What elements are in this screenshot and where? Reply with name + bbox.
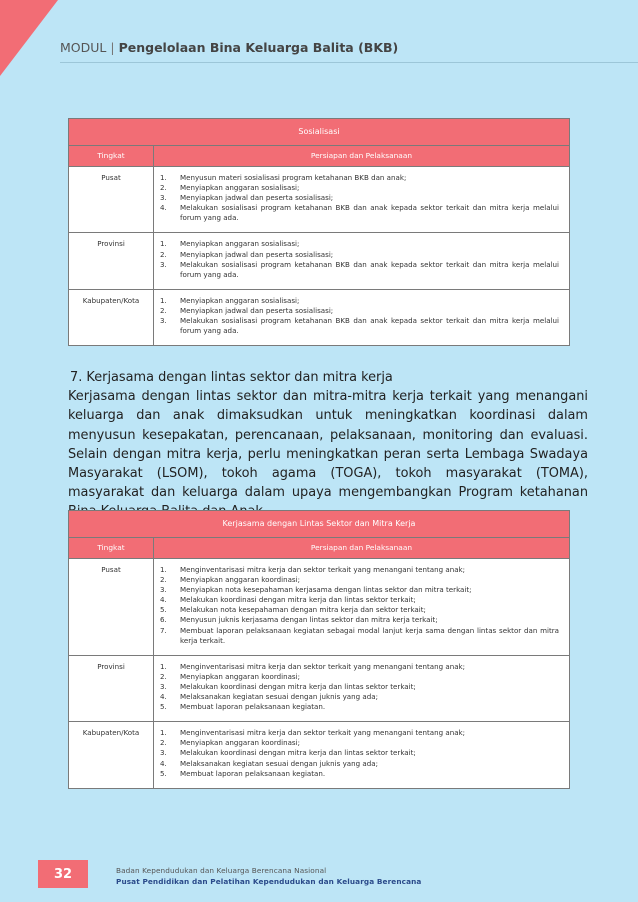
list-item	[154, 250, 559, 260]
row-level: Pusat	[69, 167, 154, 233]
item-number: 5.	[160, 605, 167, 615]
section-7	[68, 368, 588, 522]
item-number: 3.	[160, 681, 167, 691]
list-item	[154, 193, 559, 203]
table-row	[69, 559, 570, 656]
item-number: 5.	[160, 702, 167, 712]
item-number: 3.	[160, 748, 167, 758]
list-item	[154, 626, 559, 646]
corner-decoration	[0, 0, 58, 76]
column-header-prep: Persiapan dan Pelaksanaan	[154, 146, 570, 167]
item-text: Melakukan sosialisasi program ketahanan BKB dan anak kepada sektor terkait dan mitra kerja melalui forum yang ada.	[180, 203, 559, 223]
footer-institution: Badan Kependudukan dan Keluarga Berencana Nasional	[116, 866, 327, 875]
list-item	[154, 585, 559, 595]
item-text: Menyiapkan anggaran koordinasi;	[180, 738, 300, 748]
list-item	[154, 239, 559, 249]
table-row	[69, 167, 570, 233]
item-text: Menyiapkan nota kesepahaman kerjasama dengan lintas sektor dan mitra terkait;	[180, 585, 472, 595]
item-number: 2.	[160, 183, 167, 193]
item-text: Menyiapkan anggaran sosialisasi;	[180, 295, 300, 305]
table-row	[69, 655, 570, 721]
row-level: Provinsi	[69, 655, 154, 721]
item-text: Melakukan sosialisasi program ketahanan BKB dan anak kepada sektor terkait dan mitra kerja melalui forum yang ada.	[180, 259, 559, 279]
row-items	[154, 722, 570, 788]
row-items	[154, 167, 570, 233]
item-text: Membuat laporan pelaksanaan kegiatan.	[180, 702, 326, 712]
list-item	[154, 296, 559, 306]
item-text: Menyusun materi sosialisasi program ketahanan BKB dan anak;	[180, 173, 407, 182]
item-list	[154, 173, 559, 223]
list-item	[154, 595, 559, 605]
item-number: 2.	[160, 575, 167, 585]
item-number: 3.	[160, 585, 167, 595]
item-text: Menyiapkan anggaran sosialisasi;	[180, 239, 300, 249]
item-text: Melakukan koordinasi dengan mitra kerja dan lintas sektor terkait;	[180, 595, 416, 605]
column-header-level: Tingkat	[69, 538, 154, 559]
list-item	[154, 682, 559, 692]
column-header-level: Tingkat	[69, 146, 154, 167]
item-text: Menginventarisasi mitra kerja dan sektor terkait yang menangani tentang anak;	[180, 728, 466, 738]
item-number: 1.	[160, 565, 167, 574]
item-number: 4.	[160, 692, 167, 702]
list-item	[154, 173, 559, 183]
item-number: 3.	[160, 193, 167, 203]
item-number: 3.	[160, 316, 167, 326]
list-item	[154, 605, 559, 615]
item-list	[154, 296, 559, 336]
item-text: Menyiapkan anggaran sosialisasi;	[180, 183, 300, 193]
row-level: Kabupaten/Kota	[69, 722, 154, 788]
item-text: Membuat laporan pelaksanaan kegiatan sebagai modal lanjut kerja sama dengan lintas sektor dan mitra kerja terkait.	[180, 625, 559, 645]
table-title: Sosialisasi	[69, 119, 570, 146]
item-text: Menyiapkan anggaran koordinasi;	[180, 575, 300, 585]
item-number: 7.	[160, 625, 167, 635]
item-number: 6.	[160, 615, 167, 625]
item-text: Menyiapkan jadwal dan peserta sosialisasi;	[180, 193, 334, 203]
list-item	[154, 316, 559, 336]
row-level: Kabupaten/Kota	[69, 289, 154, 345]
page-number: 32	[38, 860, 88, 888]
item-number: 2.	[160, 249, 167, 259]
item-list	[154, 565, 559, 646]
list-item	[154, 748, 559, 758]
list-item	[154, 672, 559, 682]
row-items	[154, 559, 570, 656]
item-text: Menyiapkan anggaran koordinasi;	[180, 671, 300, 681]
item-list	[154, 239, 559, 279]
section-heading: 7. Kerjasama dengan lintas sektor dan mitra kerja	[70, 370, 393, 385]
footer-center: Pusat Pendidikan dan Pelatihan Kependudukan dan Keluarga Berencana	[116, 877, 422, 886]
item-text: Melakukan nota kesepahaman dengan mitra kerja dan sektor terkait;	[180, 605, 426, 615]
item-number: 2.	[160, 305, 167, 315]
item-number: 2.	[160, 671, 167, 681]
item-number: 3.	[160, 259, 167, 269]
list-item	[154, 565, 559, 575]
table-row	[69, 289, 570, 345]
list-item	[154, 183, 559, 193]
item-list	[154, 662, 559, 712]
item-number: 1.	[160, 295, 167, 305]
item-text: Membuat laporan pelaksanaan kegiatan.	[180, 768, 326, 778]
row-items	[154, 655, 570, 721]
table-row	[69, 233, 570, 289]
table-row	[69, 722, 570, 788]
table-title: Kerjasama dengan Lintas Sektor dan Mitra Kerja	[69, 511, 570, 538]
item-text: Melakukan koordinasi dengan mitra kerja dan lintas sektor terkait;	[180, 681, 416, 691]
item-text: Melaksanakan kegiatan sesuai dengan juknis yang ada;	[180, 758, 378, 768]
header-title: Pengelolaan Bina Keluarga Balita (BKB)	[118, 40, 399, 55]
list-item	[154, 615, 559, 625]
list-item	[154, 702, 559, 712]
item-text: Melakukan koordinasi dengan mitra kerja dan lintas sektor terkait;	[180, 748, 416, 758]
item-number: 4.	[160, 758, 167, 768]
list-item	[154, 203, 559, 223]
running-header	[60, 40, 398, 55]
item-number: 5.	[160, 768, 167, 778]
item-text: Menyusun juknis kerjasama dengan lintas sektor dan mitra kerja terkait;	[180, 615, 438, 625]
list-item	[154, 692, 559, 702]
header-rule	[60, 62, 638, 63]
item-number: 1.	[160, 661, 167, 671]
item-number: 2.	[160, 738, 167, 748]
column-header-prep: Persiapan dan Pelaksanaan	[154, 538, 570, 559]
item-text: Melaksanakan kegiatan sesuai dengan juknis yang ada;	[180, 692, 378, 702]
list-item	[154, 575, 559, 585]
item-number: 1.	[160, 173, 167, 182]
list-item	[154, 759, 559, 769]
item-list	[154, 728, 559, 778]
item-text: Menyiapkan jadwal dan peserta sosialisasi;	[180, 249, 334, 259]
item-text: Menginventarisasi mitra kerja dan sektor terkait yang menangani tentang anak;	[180, 565, 466, 574]
item-text: Menyiapkan jadwal dan peserta sosialisasi;	[180, 305, 334, 315]
list-item	[154, 769, 559, 779]
list-item	[154, 738, 559, 748]
row-level: Pusat	[69, 559, 154, 656]
list-item	[154, 306, 559, 316]
header-separator: |	[110, 40, 115, 55]
item-number: 4.	[160, 203, 167, 213]
row-items	[154, 233, 570, 289]
list-item	[154, 662, 559, 672]
header-modul-label: MODUL	[60, 40, 107, 55]
row-level: Provinsi	[69, 233, 154, 289]
list-item	[154, 728, 559, 738]
item-text: Melakukan sosialisasi program ketahanan BKB dan anak kepada sektor terkait dan mitra kerja melalui forum yang ada.	[180, 316, 559, 336]
item-number: 4.	[160, 595, 167, 605]
section-paragraph: Kerjasama dengan lintas sektor dan mitra-mitra kerja terkait yang menangani keluarga dan anak dimaksudkan untuk meningkatkan koordinasi dalam menyusun kesepakatan, perencanaan, pelaksanaan, monitoring dan evaluasi. Selain dengan mitra kerja, perlu meningkatkan peran serta Lembaga Swadaya Masyarakat (LSOM), tokoh agama (TOGA), tokoh masyarakat (TOMA), masyarakat dan keluarga dalam upaya mengembangkan Program ketahanan	[68, 389, 588, 501]
sosialisasi-table	[68, 118, 570, 346]
item-text: Menginventarisasi mitra kerja dan sektor terkait yang menangani tentang anak;	[180, 661, 466, 671]
item-number: 1.	[160, 239, 167, 249]
row-items	[154, 289, 570, 345]
list-item	[154, 260, 559, 280]
item-number: 1.	[160, 728, 167, 738]
kerjasama-table	[68, 510, 570, 789]
